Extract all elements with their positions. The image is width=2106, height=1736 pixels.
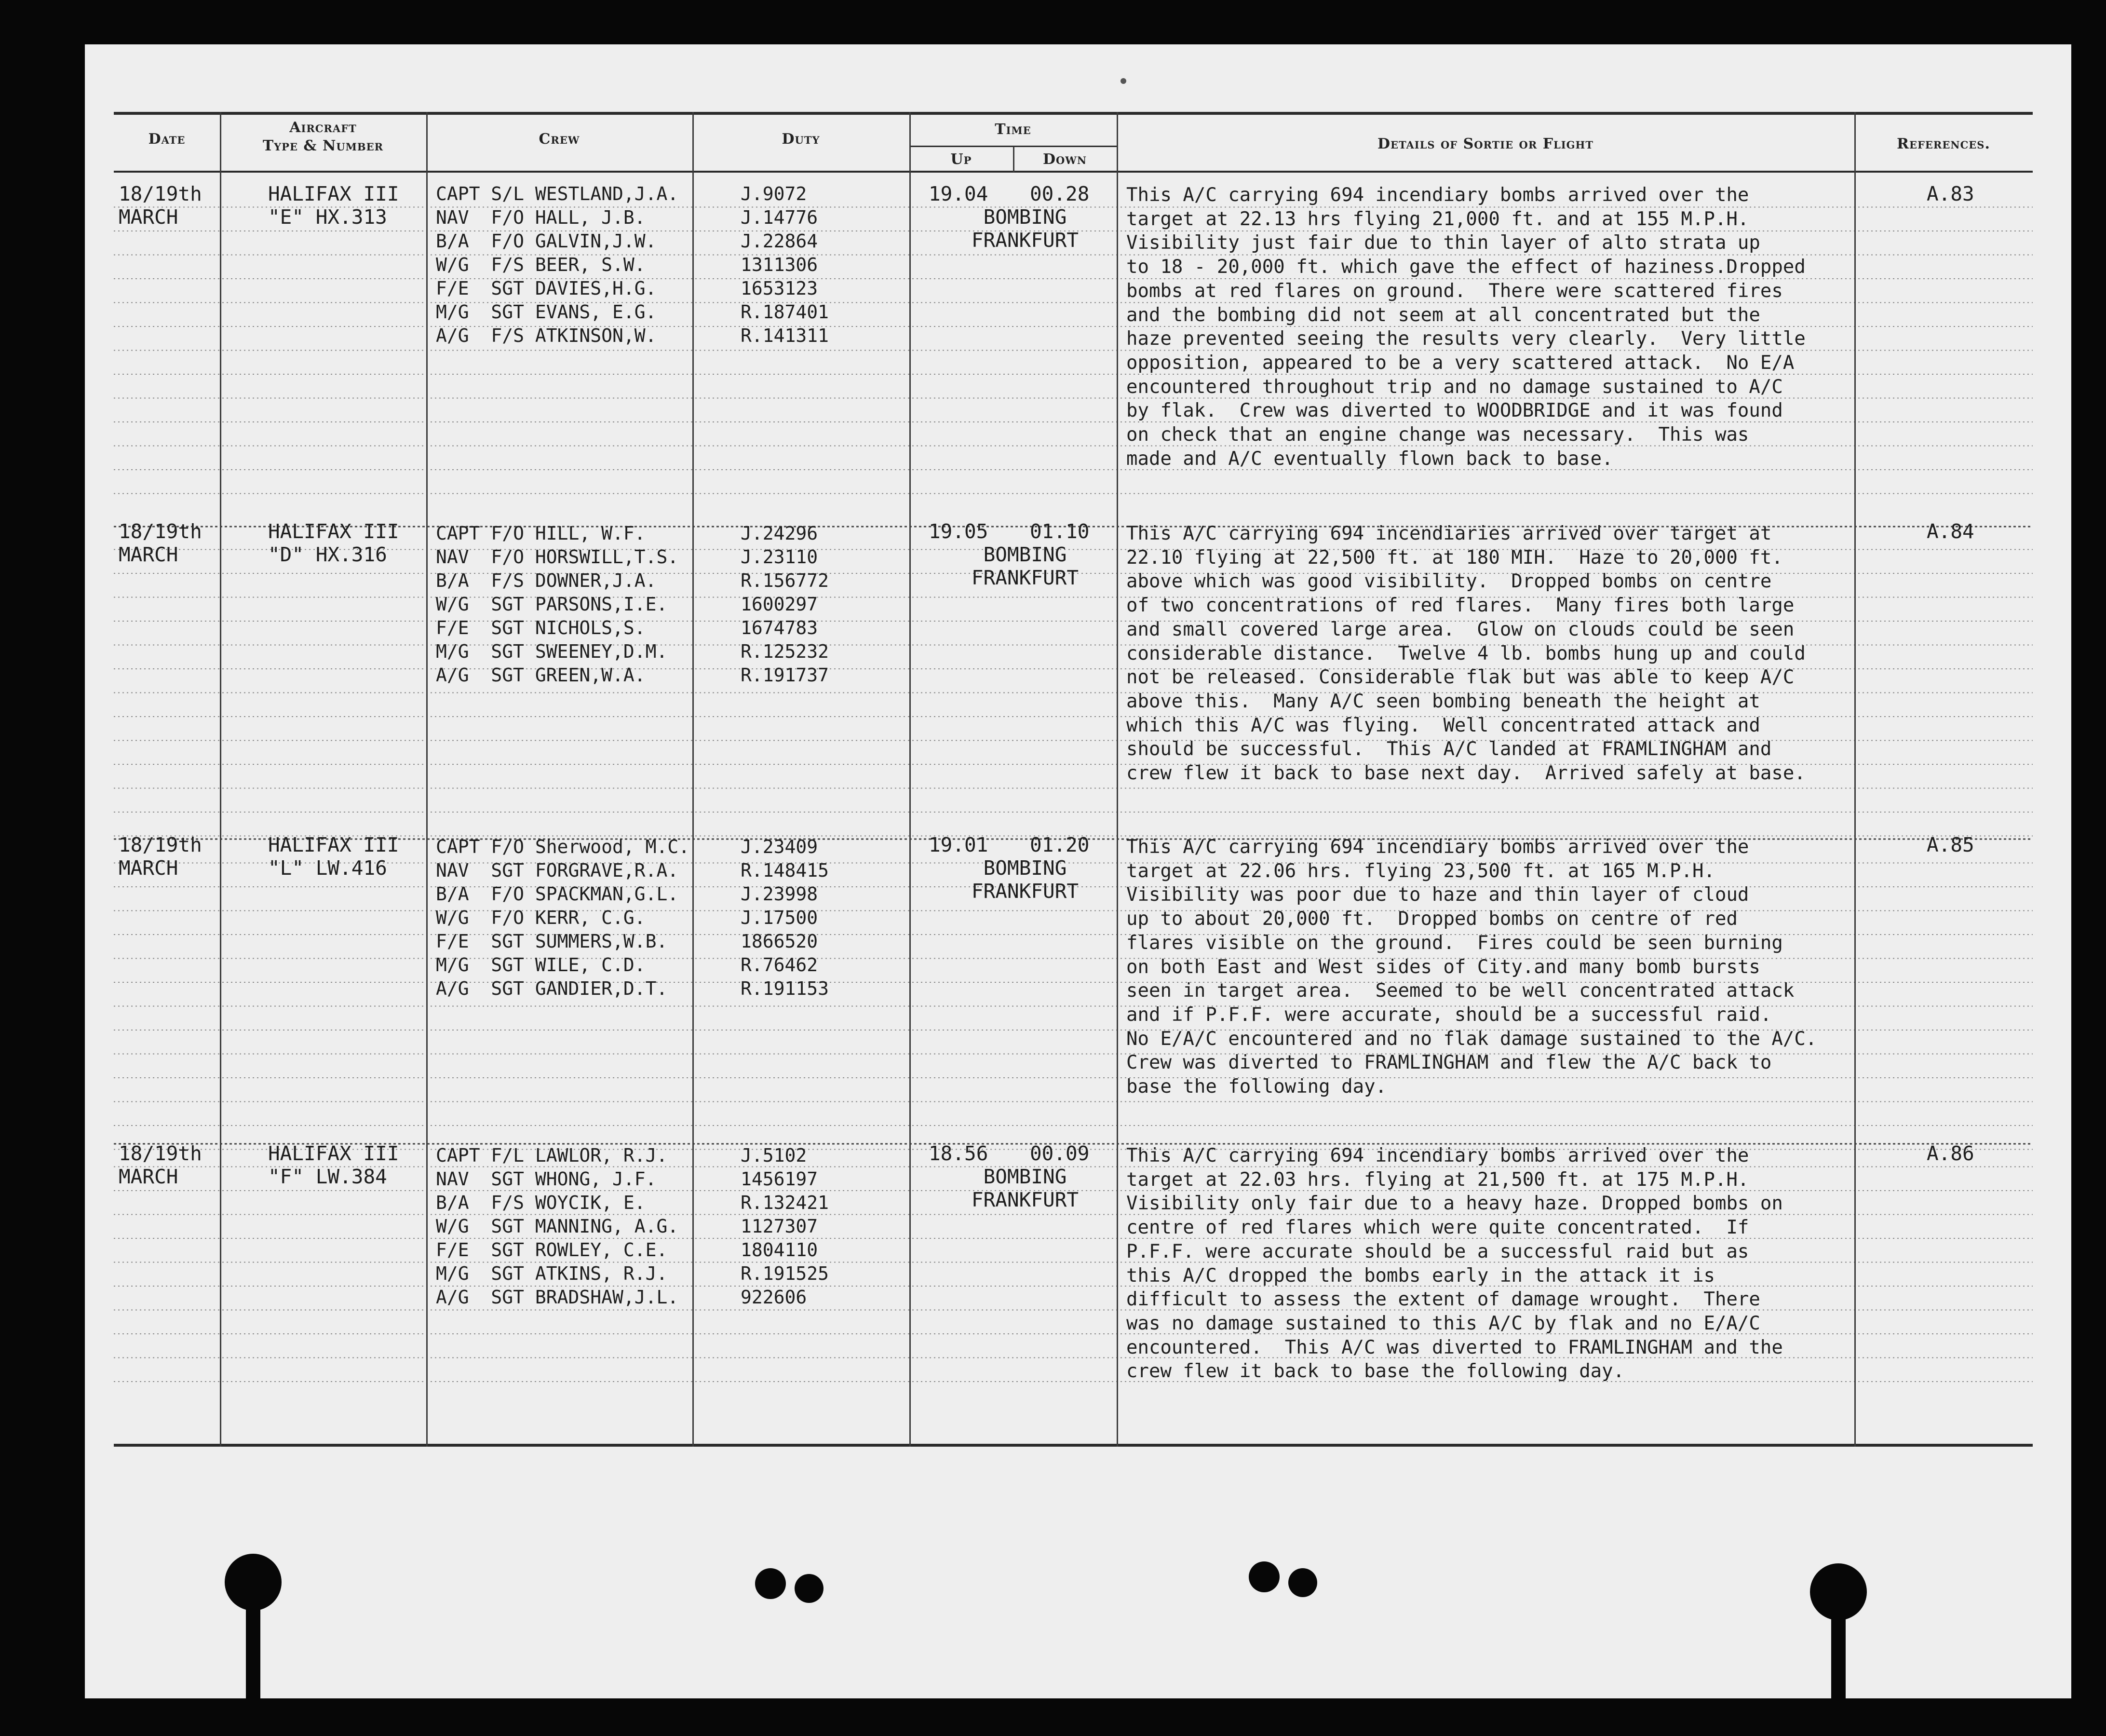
entry-aircraft: HALIFAX III "D" HX.316 [268,520,399,566]
binder-hole-slot [246,1602,260,1698]
header-time-up: Up [950,151,972,168]
entry-time-up: 19.04 [929,182,988,205]
binder-hole-small [795,1574,824,1603]
entry-date: 18/19th MARCH [119,833,202,880]
header-duty: Duty [782,131,820,148]
header-time: Time [995,121,1031,138]
entry-duty: J.24296 J.23110 R.156772 1600297 1674783 R.125232 R.191737 [741,523,829,686]
entry-details: This A/C carrying 694 incendiary bombs arrived over the target at 22.06 hrs. flying 23,500 ft. at 165 M.P.H. Visibility was poor due to haze and thin layer of cloud up to about 20,000 ft. Dropped bombs on centre of red flares visible on the ground. Fires could be seen burning on both East and West sides of City.and many bomb bursts seen in target area. Seemed to be well concentrated attack and if P.F.F. were accurate, should be a successful raid. No E/A/C encountered and no flak damage sustained to the A/C. Crew was diverted to FRAMLINGHAM and flew the A/C back to base the following day. [1126,836,1817,1098]
binder-hole-small [1249,1561,1280,1592]
col-divider [692,112,694,1447]
operations-record-table [114,112,2033,1448]
entry-aircraft: HALIFAX III "L" LW.416 [268,833,399,880]
header-aircraft: Aircraft [289,119,357,136]
entry-time-up: 19.05 [929,520,988,543]
entry-details: This A/C carrying 694 incendiaries arrived over target at 22.10 flying at 22,500 ft. at 180 MIH. Haze to 20,000 ft. above which was good visibility. Dropped bombs on centre of two concentrations of red flares. Many fires both large and small covered large area. Glow on clouds could be seen considerable distance. Twelve 4 lb. bombs hung up and could not be released. Considerable flak but was able to keep A/C above this. Many A/C seen bombing beneath the height at which this A/C was flying. Well concentrated attack and should be successful. This A/C landed at FRAMLINGHAM and crew flew it back to base next day. Arrived safely at base. [1126,523,1806,785]
header-aircraft-type: Type & Number [262,137,384,154]
entry-date: 18/19th MARCH [119,520,202,566]
col-divider [220,112,221,1447]
entry-crew: CAPT F/L LAWLOR, R.J. NAV SGT WHONG, J.F. B/A F/S WOYCIK, E. W/G SGT MANNING, A.G. F/E SGT ROWLEY, C.E. M/G SGT ATKINS, R.J. A/G SGT BRADSHAW,J.L. [436,1145,679,1308]
entry-time-down: 00.09 [1030,1142,1090,1165]
entry-duty: J.9072 J.14776 J.22864 1311306 1653123 R.187401 R.141311 [741,183,829,346]
header-crew: Crew [539,131,580,148]
col-divider [1854,112,1856,1447]
bottom-rule [114,1444,2033,1447]
entry-time-up: 18.56 [929,1142,988,1165]
binder-hole-small [1288,1568,1317,1597]
entry-mission: BOMBING FRANKFURT [971,1165,1079,1211]
header-bottom-rule [114,171,2033,173]
entry-reference: A.85 [1927,833,1974,856]
entry-details: This A/C carrying 694 incendiary bombs arrived over the target at 22.03 hrs. flying at 21,500 ft. at 175 M.P.H. Visibility only fair due to a heavy haze. Dropped bombs on centre of red flares which were quite concentrated. If P.F.F. were accurate should be a successful raid but as this A/C dropped the bombs early in the attack it is difficult to assess the extent of damage wrought. There was no damage sustained to this A/C by flak and no E/A/C encountered. This A/C was diverted to FRAMLINGHAM and the crew flew it back to base the following day. [1126,1145,1783,1383]
entry-details: This A/C carrying 694 incendiary bombs arrived over the target at 22.13 hrs flying 21,000 ft. and at 155 M.P.H. Visibility just fair due to thin layer of alto strata up to 18 - 20,000 ft. which gave the effect of haziness.Dropped bombs at red flares on ground. There were scattered fires and the bombing did not seem at all concentrated but the haze prevented seeing the results very clearly. Very little opposition, appeared to be a very scattered attack. No E/A encountered throughout trip and no damage sustained to A/C by flak. Crew was diverted to WOODBRIDGE and it was found on check that an engine change was necessary. This was made and A/C eventually flown back to base. [1126,184,1806,470]
col-divider [1117,112,1118,1447]
entry-duty: J.23409 R.148415 J.23998 J.17500 1866520 R.76462 R.191153 [741,836,829,999]
header-details: Details of Sortie or Flight [1377,136,1594,152]
entry-duty: J.5102 1456197 R.132421 1127307 1804110 R.191525 922606 [741,1145,829,1308]
entry-crew: CAPT F/O Sherwood, M.C. NAV SGT FORGRAVE,R.A. B/A F/O SPACKMAN,G.L. W/G F/O KERR, C.G. F/E SGT SUMMERS,W.B. M/G SGT WILE, C.D. A/G SGT GANDIER,D.T. [436,836,690,999]
header-date: Date [148,131,186,148]
entry-date: 18/19th MARCH [119,1142,202,1188]
entry-aircraft: HALIFAX III "F" LW.384 [268,1142,399,1188]
entry-time-down: 01.10 [1030,520,1090,543]
record-sheet [85,44,2071,1698]
entry-crew: CAPT F/O HILL, W.F. NAV F/O HORSWILL,T.S. B/A F/S DOWNER,J.A. W/G SGT PARSONS,I.E. F/E SGT NICHOLS,S. M/G SGT SWEENEY,D.M. A/G SGT GREEN,W.A. [436,523,679,686]
entry-mission: BOMBING FRANKFURT [971,856,1079,903]
header-references: References. [1897,136,1990,152]
entry-reference: A.84 [1927,520,1974,543]
entry-crew: CAPT S/L WESTLAND,J.A. NAV F/O HALL, J.B. B/A F/O GALVIN,J.W. W/G F/S BEER, S.W. F/E SGT DAVIES,H.G. M/G SGT EVANS, E.G. A/G F/S ATKINSON,W. [436,183,679,346]
entry-reference: A.83 [1927,182,1974,205]
speck [1120,78,1126,84]
binder-hole-slot [1831,1612,1846,1698]
top-rule [114,112,2033,115]
entry-time-up: 19.01 [929,833,988,856]
entry-time-down: 00.28 [1030,182,1090,205]
entry-mission: BOMBING FRANKFURT [971,543,1079,589]
col-divider [909,112,911,1447]
header-time-down: Down [1042,151,1087,168]
entry-reference: A.86 [1927,1142,1974,1165]
entry-date: 18/19th MARCH [119,182,202,229]
col-divider [426,112,428,1447]
entry-aircraft: HALIFAX III "E" HX.313 [268,182,399,229]
entry-time-down: 01.20 [1030,833,1090,856]
binder-hole-small [755,1568,786,1599]
entry-mission: BOMBING FRANKFURT [971,205,1079,252]
